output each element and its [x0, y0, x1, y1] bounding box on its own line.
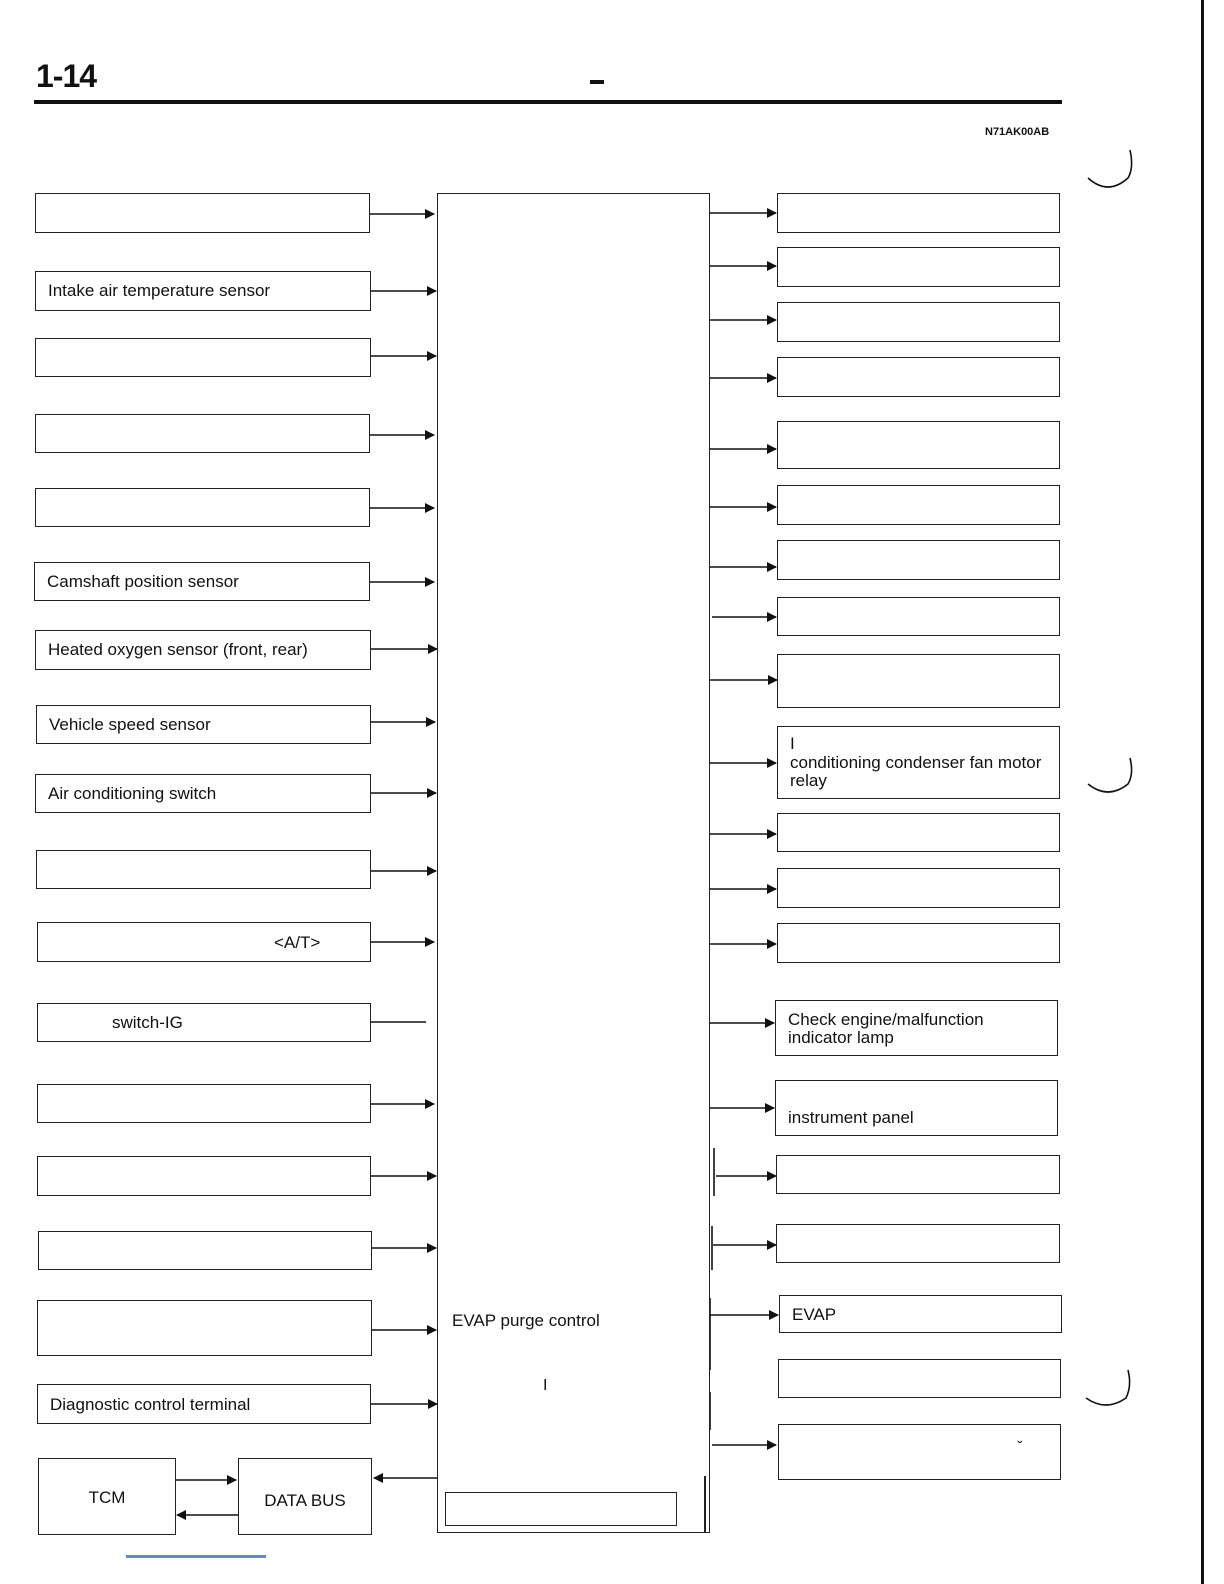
output-box: [777, 193, 1060, 233]
margin-check-mark: [1088, 758, 1132, 792]
data-bus-box: [238, 1458, 372, 1535]
output-box: [778, 1359, 1061, 1398]
output-box-instrument-panel: [775, 1080, 1058, 1136]
output-box: [777, 247, 1060, 287]
ecm-label: EVAP purge control: [452, 1311, 600, 1330]
tcm-box: [38, 1458, 176, 1535]
output-label: ˇ: [1017, 1438, 1023, 1457]
input-box: [35, 193, 370, 233]
margin-check-mark: [1086, 1370, 1130, 1405]
input-label: <A/T>: [274, 933, 321, 952]
input-label: Diagnostic control terminal: [50, 1395, 251, 1414]
output-label-line-3: relay: [790, 771, 827, 790]
output-box: [777, 421, 1060, 469]
output-box-condenser-fan-motor-relay: [777, 726, 1060, 799]
document-code: N71AK00AB: [985, 126, 1050, 138]
input-box-air-conditioning-switch: [35, 774, 371, 813]
page-number: 1-14: [36, 58, 97, 94]
engine-control-module-block: [437, 193, 710, 1533]
input-box: [36, 850, 371, 889]
input-label: Camshaft position sensor: [47, 572, 239, 591]
output-box: [777, 540, 1060, 580]
input-label: Air conditioning switch: [48, 784, 217, 803]
input-box-at: [37, 922, 371, 962]
input-label: Heated oxygen sensor (front, rear): [48, 640, 308, 659]
input-label: Vehicle speed sensor: [49, 715, 211, 734]
output-box: [777, 485, 1060, 525]
output-box-check-engine-lamp: [775, 1000, 1058, 1056]
input-box-vehicle-speed-sensor: [36, 705, 371, 744]
output-label-line-1: Check engine/malfunction: [788, 1010, 984, 1029]
input-box: [35, 338, 371, 377]
output-box: [777, 597, 1060, 636]
input-label: switch-IG: [112, 1013, 183, 1032]
output-box: [777, 357, 1060, 397]
input-box-ignition-switch: [37, 1003, 371, 1042]
input-box-intake-air-temperature-sensor: [35, 271, 371, 311]
input-box-camshaft-position-sensor: [34, 562, 370, 601]
output-box: [777, 868, 1060, 908]
input-box: [35, 414, 370, 453]
margin-check-mark: [1088, 150, 1132, 187]
input-box: [37, 1300, 372, 1356]
input-box-diagnostic-control-terminal: [37, 1384, 371, 1424]
output-label-line-2: indicator lamp: [788, 1028, 894, 1047]
ecm-bottom-box: [445, 1492, 677, 1526]
ecm-bracket: [704, 1476, 710, 1532]
output-label-line-2: conditioning condenser fan motor: [790, 753, 1042, 772]
output-box: [777, 654, 1060, 708]
data-bus-label: DATA BUS: [264, 1491, 346, 1510]
scan-artifact-bar: [126, 1555, 266, 1558]
output-box: [777, 813, 1060, 852]
ecm-mark: I: [543, 1377, 548, 1394]
input-box: [37, 1084, 371, 1123]
input-box-heated-oxygen-sensor: [35, 630, 371, 670]
input-box: [37, 1156, 371, 1196]
tcm-label: TCM: [88, 1488, 126, 1507]
output-box: [778, 1424, 1061, 1480]
output-box: [777, 923, 1060, 963]
output-label-line-1: I: [790, 734, 795, 753]
output-box: [776, 1155, 1060, 1194]
output-label: EVAP: [792, 1305, 837, 1324]
output-label: instrument panel: [788, 1108, 914, 1127]
input-label: Intake air temperature sensor: [48, 281, 271, 300]
output-box: [777, 302, 1060, 342]
input-box: [35, 488, 370, 527]
input-box: [38, 1231, 372, 1270]
output-box-evap: [779, 1295, 1062, 1333]
output-box: [776, 1224, 1060, 1263]
